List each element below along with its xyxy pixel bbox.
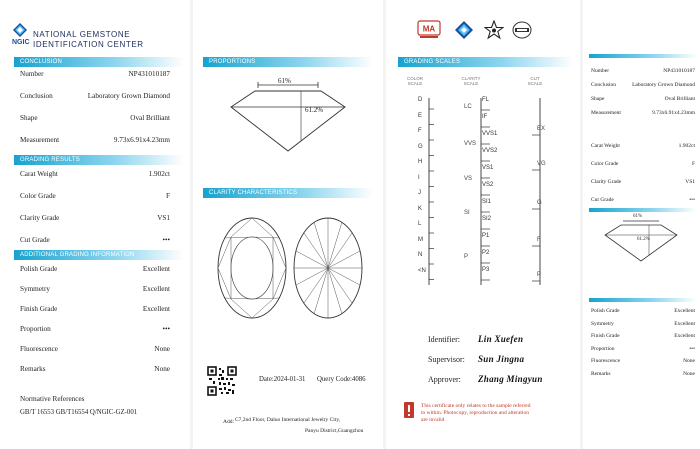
clarity-grade-tick: VS2 [482, 182, 494, 188]
clarity-grade-tick: VS1 [482, 165, 494, 171]
row-value: ••• [162, 325, 170, 333]
color-grade-tick: N [418, 252, 423, 258]
summary-row-label: Fluorescence [591, 358, 621, 364]
row-label: Measurement [20, 136, 60, 144]
summary-row-value: Oval Brilliant [664, 96, 695, 102]
color-grade-tick: D [418, 97, 423, 103]
summary-row-label: Conclusion [591, 82, 617, 88]
summary-row-label: Symmetry [591, 320, 614, 327]
color-grade-tick: E [418, 112, 423, 119]
summary-row-label: Carat Weight [591, 143, 620, 149]
cut-grade-tick: EX [537, 126, 546, 132]
color-grade-tick: H [418, 159, 423, 165]
summary-row-label: Measurement [591, 110, 621, 116]
row-value: Excellent [142, 285, 170, 293]
cut-scale-head: CUT SCALE [527, 76, 543, 86]
summary-row-value: ••• [689, 197, 695, 203]
warning-line2: to within. Photocopy, reproduction and alteration [421, 410, 529, 416]
signature-label: Supervisor: [428, 355, 465, 364]
summary-row-label: Color Grade [591, 161, 619, 167]
row-label: Shape [20, 114, 38, 122]
clarity-grade-tick: SI1 [482, 199, 492, 205]
row-label: Conclusion [20, 92, 53, 100]
row-value: ••• [162, 236, 170, 244]
row-value: Excellent [142, 265, 170, 273]
clarity-grade-tick: IF [482, 114, 488, 120]
row-value: 1.902ct [148, 170, 170, 178]
summary-panel [583, 0, 700, 449]
org-name-line1: NATIONAL GEMSTONE [33, 30, 131, 39]
summary-row-value: Laboratory Grown Diamond [632, 82, 695, 88]
proportion-diagram [223, 75, 353, 155]
summary-row-label: Proportion [591, 345, 615, 352]
color-grade-tick: J [418, 190, 421, 196]
logo-abbr: NGIC [12, 39, 30, 46]
clarity-scale-head: CLARITY SCALE [461, 76, 481, 86]
row-value: None [154, 345, 170, 353]
summary-table-percent: 61% [633, 214, 643, 219]
summary-bar-mid [589, 208, 697, 212]
signature-name: Sun Jingna [478, 354, 525, 364]
summary-row-label: Clarity Grade [591, 179, 622, 185]
middle-panel [193, 0, 383, 449]
row-value: Laboratory Grown Diamond [87, 92, 170, 100]
section-grading-scales: GRADING SCALES [398, 57, 573, 67]
row-label: Carat Weight [20, 170, 58, 178]
summary-row-value: F [691, 161, 695, 167]
cut-grade-tick: G [537, 200, 542, 206]
clarity-grade-tick: VVS2 [482, 148, 498, 154]
row-label: Color Grade [20, 192, 56, 200]
cut-grade-tick: P [537, 272, 542, 278]
row-value: VS1 [157, 214, 170, 222]
qr-code-icon [207, 366, 237, 396]
row-label: Number [20, 70, 44, 78]
row-value: Oval Brilliant [130, 114, 170, 122]
row-label: Cut Grade [20, 236, 50, 244]
scales-panel [386, 0, 580, 449]
row-label: Fluorescence [20, 345, 58, 353]
clarity-group-tick: P [464, 254, 469, 260]
color-grade-tick: M [418, 236, 423, 243]
signature-label: Identifier: [428, 335, 460, 344]
summary-row-value: VS1 [685, 179, 695, 185]
depth-percent: 61.2% [305, 106, 324, 114]
clarity-grade-tick: FL [482, 97, 490, 103]
clarity-grade-tick: VVS1 [482, 131, 498, 137]
summary-row-value: Excellent [674, 308, 695, 314]
signature-label: Approver: [428, 375, 461, 384]
query-code: Query Code:4086 [317, 376, 366, 383]
clarity-group-tick: VVS [464, 141, 477, 147]
color-scale-head: COLOR SCALE [406, 76, 423, 86]
summary-row-label: Finish Grade [591, 333, 620, 339]
summary-row-value: NP431010187 [663, 68, 695, 74]
warning-icon [404, 402, 414, 418]
row-label: Proportion [20, 325, 51, 333]
row-label: Clarity Grade [20, 214, 60, 222]
color-grade-tick: K [418, 205, 423, 212]
address-label: Add： [223, 419, 238, 425]
signature-name: Lin Xuefen [478, 334, 524, 344]
summary-row-value: 1.902ct [678, 143, 695, 149]
cut-grade-tick: F [537, 237, 541, 243]
summary-row-label: Number [591, 68, 610, 74]
clarity-group-tick: VS [464, 176, 473, 182]
clarity-plot-pavilion [292, 216, 364, 320]
org-name-line2: IDENTIFICATION CENTER [33, 40, 144, 49]
summary-row-label: Polish Grade [591, 308, 620, 314]
summary-row-value: ••• [689, 345, 695, 352]
summary-row-label: Remarks [591, 370, 611, 377]
clarity-grade-tick: P1 [482, 233, 490, 239]
summary-row-value: 9.73x6.91x4.23mm [652, 110, 695, 116]
row-label: Symmetry [20, 285, 50, 293]
cut-grade-tick: VG [537, 161, 546, 167]
report-date: Date:2024-01-31 [259, 376, 306, 383]
color-grade-tick: L [418, 221, 422, 227]
summary-bar-bottom [589, 298, 697, 302]
address-line1: C7,2nd Floor, Daluo International Jewelry City, [235, 417, 341, 423]
left-panel [0, 0, 190, 449]
color-grade-tick: <N [418, 267, 426, 274]
summary-row-value: None [683, 358, 695, 364]
warning-line1: This certificate only relates to the sample referred [421, 403, 531, 409]
row-value: NP431010187 [128, 70, 170, 78]
table-percent: 61% [278, 77, 291, 85]
row-label: Polish Grade [20, 265, 58, 273]
address-line2: Panyu District,Guangzhou [305, 428, 364, 434]
section-proportions: PROPORTIONS [203, 57, 373, 67]
summary-bar-top [589, 54, 697, 58]
section-clarity: CLARITY CHARACTERISTICS [203, 188, 373, 198]
summary-row-label: Cut Grade [591, 197, 614, 203]
clarity-grade-tick: SI2 [482, 216, 492, 222]
section-additional-info: ADDITIONAL GRADING INFORMATION [14, 250, 184, 260]
svg-text:MA: MA [422, 24, 436, 34]
section-grading-results: GRADING RESULTS [14, 155, 184, 165]
color-grade-tick: I [418, 174, 420, 181]
row-value: Excellent [142, 305, 170, 313]
warning-line3: are invalid [421, 417, 445, 423]
summary-depth-percent: 61.2% [637, 237, 650, 242]
clarity-plot-crown [216, 216, 288, 320]
clarity-group-tick: LC [464, 104, 472, 110]
color-grade-tick: F [418, 128, 422, 134]
row-value: 9.73x6.91x4.23mm [113, 136, 170, 144]
ngic-logo-icon [12, 22, 28, 38]
summary-row-value: Excellent [674, 333, 695, 339]
clarity-grade-tick: P3 [482, 267, 490, 273]
references-text: GB/T 16553 GB/T16554 Q/NGIC-GZ-001 [20, 409, 138, 416]
clarity-grade-tick: P2 [482, 250, 490, 256]
references-title: Normative References [20, 395, 85, 403]
row-value: F [166, 192, 170, 200]
row-label: Remarks [20, 365, 46, 373]
color-grade-tick: G [418, 143, 423, 150]
section-conclusion: CONCLUSION [14, 57, 184, 67]
summary-row-label: Shape [591, 96, 605, 102]
row-label: Finish Grade [20, 305, 58, 313]
signature-name: Zhang Mingyun [478, 374, 543, 384]
clarity-group-tick: SI [464, 210, 470, 216]
summary-row-value: Excellent [674, 320, 695, 327]
row-value: None [154, 365, 170, 373]
summary-row-value: None [683, 370, 695, 377]
